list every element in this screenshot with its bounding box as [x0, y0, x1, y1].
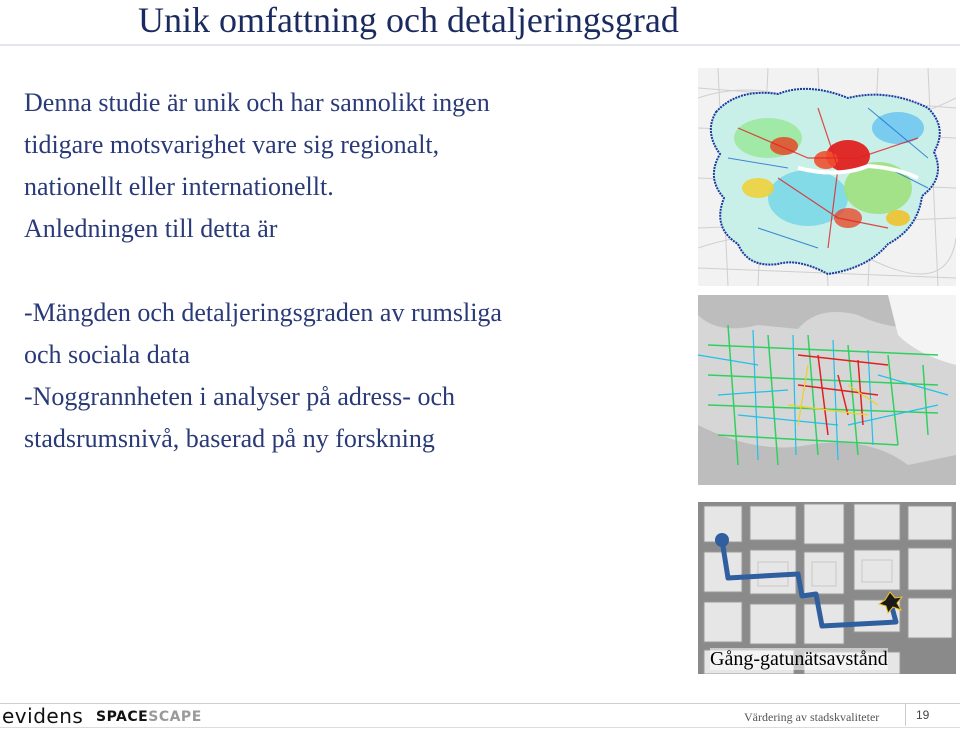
footer-caption: Värdering av stadskvaliteter	[744, 710, 880, 724]
spacescape-logo	[96, 709, 202, 725]
walking-distance-map	[698, 502, 956, 674]
body-line-4: Anledningen till detta är	[24, 214, 278, 243]
body-line-2: tidigare motsvarighet vare sig regionalt,	[24, 130, 440, 159]
city-heat-map-graphic	[698, 68, 956, 286]
slide-title: Unik omfattning och detaljeringsgrad	[138, 0, 679, 40]
walking-distance-caption: Gång-gatunätsavstånd	[710, 648, 888, 670]
page-number: 19	[916, 708, 930, 722]
body-line-3: nationellt eller internationellt.	[24, 172, 334, 201]
body-line-6: och sociala data	[24, 340, 191, 369]
title-divider	[0, 44, 960, 46]
street-network-map-graphic	[698, 295, 956, 485]
body-line-8: stadsrumsnivå, baserad på ny forskning	[24, 424, 435, 453]
footer-bottom-divider	[0, 727, 960, 728]
evidens-logo: evidens	[2, 704, 84, 728]
spacescape-logo-scape: SCAPE	[148, 709, 202, 725]
city-heat-map	[698, 68, 956, 286]
body-line-1: Denna studie är unik och har sannolikt ingen	[24, 88, 490, 117]
body-line-5: -Mängden och detaljeringsgraden av rumsliga	[24, 298, 502, 327]
footer-divider	[0, 703, 960, 704]
body-line-7: -Noggrannheten i analyser på adress- och	[24, 382, 455, 411]
footer-separator	[905, 704, 906, 726]
body-text	[24, 82, 684, 460]
spacescape-logo-space: SPACE	[96, 709, 149, 725]
street-network-map	[698, 295, 956, 485]
